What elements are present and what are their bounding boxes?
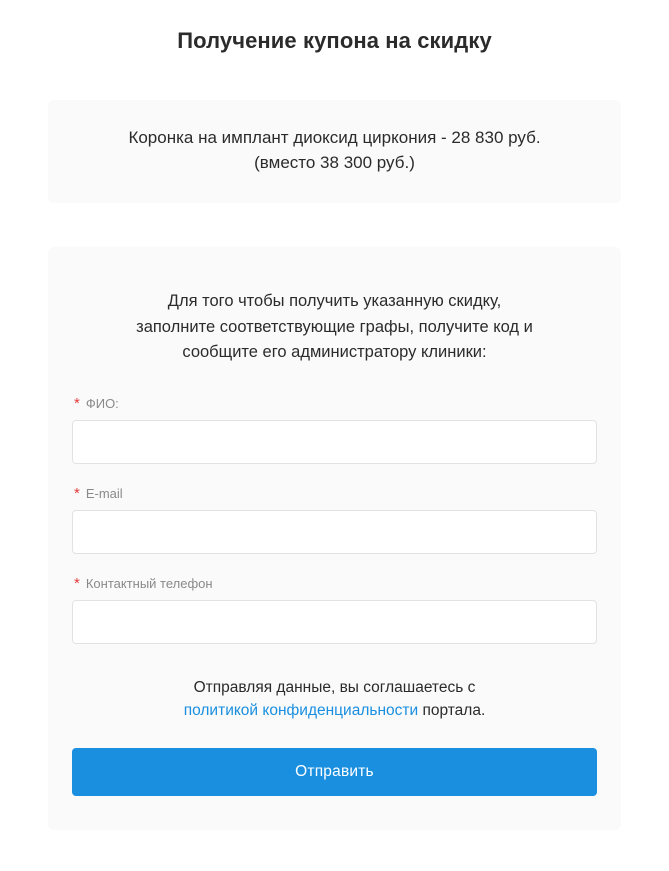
consent-text [72, 676, 597, 723]
field-email-label-row [74, 486, 597, 501]
consent-suffix: портала. [418, 702, 486, 720]
field-phone-label-row [74, 576, 597, 591]
phone-input[interactable] [72, 600, 597, 644]
field-fio-label-row [74, 396, 597, 411]
field-phone [72, 576, 597, 644]
required-asterisk-icon: * [74, 574, 80, 592]
field-phone-label: Контактный телефон [85, 575, 213, 591]
form-intro-line-2: заполните соответствующие графы, получите код и [136, 317, 533, 336]
form-intro [76, 289, 593, 366]
required-asterisk-icon: * [74, 484, 80, 502]
form-intro-line-3: сообщите его администратору клиники: [182, 343, 487, 362]
page-title: Получение купона на скидку [177, 28, 492, 53]
offer-line-2: (вместо 38 300 руб.) [254, 152, 415, 172]
email-input[interactable] [72, 510, 597, 554]
offer-card [48, 100, 621, 203]
coupon-form-card [48, 247, 621, 830]
field-fio-label: ФИО: [85, 395, 119, 411]
fio-input[interactable] [72, 420, 597, 464]
offer-text [72, 126, 597, 175]
field-email [72, 486, 597, 554]
consent-prefix: Отправляя данные, вы соглашаетесь с [193, 678, 476, 696]
offer-line-1: Коронка на имплант диоксид циркония - 28 830 руб. [128, 128, 541, 147]
field-email-label: E-mail [85, 485, 123, 501]
field-fio [72, 396, 597, 464]
submit-button[interactable]: Отправить [72, 748, 597, 796]
form-intro-line-1: Для того чтобы получить указанную скидку, [167, 292, 502, 311]
required-asterisk-icon: * [74, 394, 80, 412]
privacy-policy-link[interactable]: политикой конфиденциальности [183, 702, 419, 720]
